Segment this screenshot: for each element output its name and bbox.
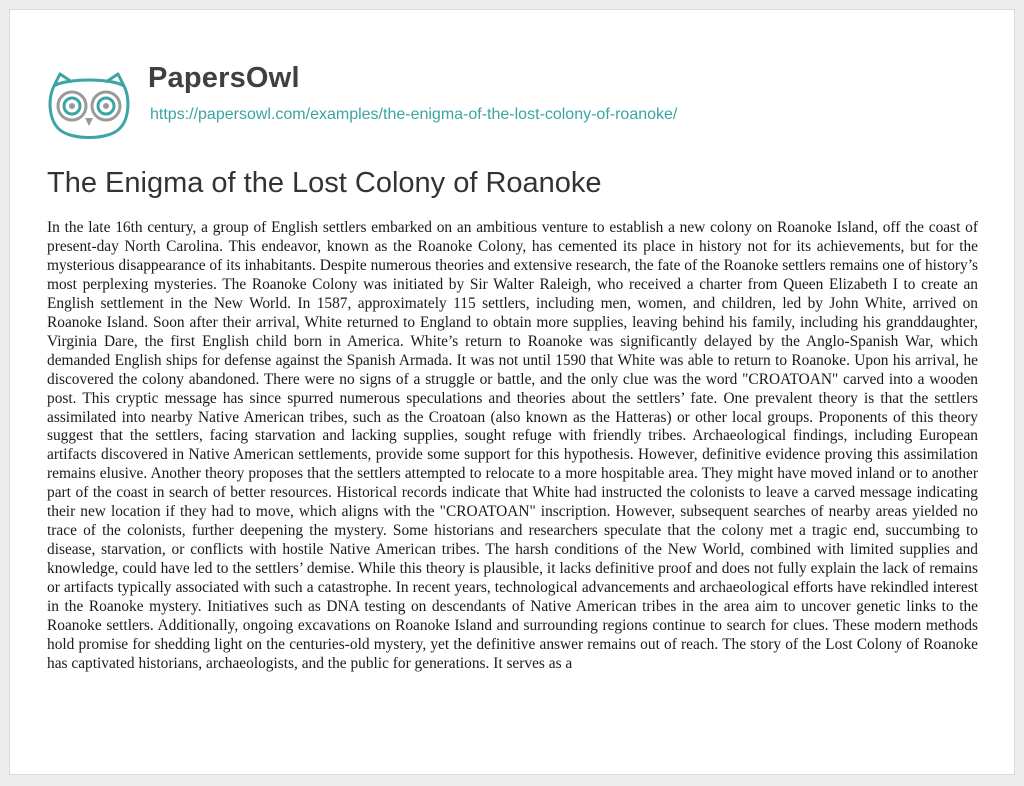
source-url-link[interactable]: https://papersowl.com/examples/the-enigma-of-the-lost-colony-of-roanoke/ bbox=[150, 106, 678, 123]
article-body: In the late 16th century, a group of English settlers embarked on an ambitious venture to establish a new colony on Roanoke Island, off the coast of present-day North Carolina. This endeavor, known as the Roanoke Colony, has cemented its place in history not for its achievements, but for the mysterious disappearance of its inhabitants. Despite numerous theories and extensive research, the fate of the Roanoke settlers remains one of history’s most perplexing mysteries. The Roanoke Colony was initiated by Sir Walter Raleigh, who received a charter from Queen Elizabeth I to create an English settlement in the New World. In 1587, approximately 115 settlers, including men, women, and children, led by John White, arrived on Roanoke Island. Soon after their arrival, White returned to England to obtain more supplies, leaving behind his family, including his granddaughter, Virginia Dare, the first English child born in America. White’s return to Roanoke was significantly delayed by the Anglo-Spanish War, which demanded English ships for defense against the Spanish Armada. It was not until 1590 that White was able to return to Roanoke. Upon his arrival, he discovered the colony abandoned. There were no signs of a struggle or battle, and the only clue was the word "CROATOAN" carved into a wooden post. This cryptic message has since spurred numerous speculations and theories about the settlers’ fate. One prevalent theory is that the settlers assimilated into nearby Native American tribes, such as the Croatoan (also known as the Hatteras) or other local groups. Proponents of this theory suggest that the settlers, facing starvation and lacking supplies, sought refuge with friendly tribes. Archaeological findings, including European artifacts discovered in Native American settlements, provide some support for this hypothesis. However, definitive evidence proving this assimilation remains elusive. Another theory proposes that the settlers attempted to relocate to a more hospitable area. They might have moved inland or to another part of the coast in search of better resources. Historical records indicate that White had instructed the colonists to leave a carved message indicating their new location if they had to move, which aligns with the "CROATOAN" inscription. However, subsequent searches of nearby areas yielded no trace of the colonists, further deepening the mystery. Some historians and researchers speculate that the colony met a tragic end, succumbing to disease, starvation, or conflicts with hostile Native American tribes. The harsh conditions of the New World, combined with limited supplies and knowledge, could have led to the settlers’ demise. While this theory is plausible, it lacks definitive proof and does not fully explain the lack of remains or artifacts typically associated with such a catastrophe. In recent years, technological advancements and archaeological efforts have rekindled interest in the Roanoke mystery. Initiatives such as DNA testing on descendants of Native American tribes in the area aim to uncover genetic links to the Roanoke settlers. Additionally, ongoing excavations on Roanoke Island and surrounding regions continue to search for clues. These modern methods hold promise for shedding light on the centuries-old mystery, yet the definitive answer remains out of reach. The story of the Lost Colony of Roanoke has captivated historians, archaeologists, and the public for generations. It serves as a bbox=[47, 219, 978, 672]
site-header bbox=[46, 58, 946, 138]
brand-name: PapersOwl bbox=[148, 62, 300, 94]
owl-icon bbox=[46, 70, 132, 142]
article-title: The Enigma of the Lost Colony of Roanoke bbox=[47, 167, 602, 199]
